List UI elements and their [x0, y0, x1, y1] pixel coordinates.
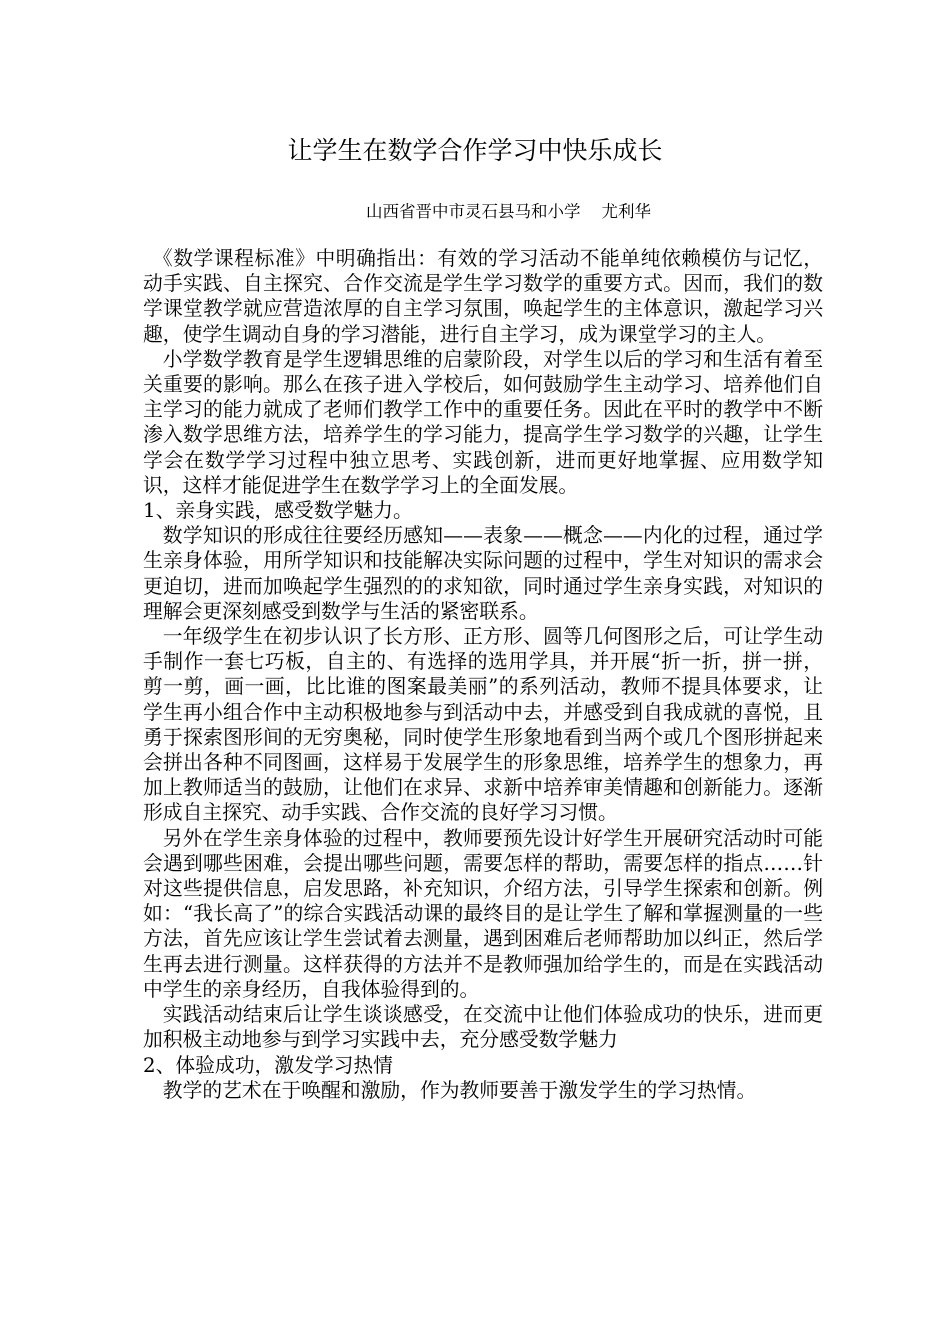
- section-1-paragraph-3: 另外在学生亲身体验的过程中，教师要预先设计好学生开展研究活动时可能会遇到哪些困难，会提出哪些问题，需要怎样的帮助，需要怎样的指点……针对这些提供信息，启发思路，补充知识，介绍方法，引导学生探索和创新。例如：“我长高了”的综合实践活动课的最终目的是让学生了解和掌握测量的一些方法，首先应该让学生尝试着去测量，遇到困难后老师帮助加以纠正，然后学生再去进行测量。这样获得的方法并不是教师强加给学生的，而是在实践活动中学生的亲身经历，自我体验得到的。: [143, 826, 823, 1001]
- section-1-heading: 1、亲身实践，感受数学魅力。: [143, 499, 413, 523]
- document-title: 让学生在数学合作学习中快乐成长: [287, 136, 663, 165]
- section-1-paragraph-1: 数学知识的形成往往要经历感知——表象——概念——内化的过程，通过学生亲身体验，用所学知识和技能解决实际问题的过程中，学生对知识的需求会更迫切，进而加唤起学生强烈的的求知欲，同时通过学生亲身实践，对知识的理解会更深刻感受到数学与生活的紧密联系。: [143, 524, 823, 623]
- intro-paragraph-2: 小学数学教育是学生逻辑思维的启蒙阶段，对学生以后的学习和生活有着至关重要的影响。那么在孩子进入学校后，如何鼓励学生主动学习、培养他们自主学习的能力就成了老师们教学工作中的重要任务。因此在平时的教学中不断渗入数学思维方法，培养学生的学习能力，提高学生学习数学的兴趣，让学生学会在数学学习过程中独立思考、实践创新，进而更好地掌握、应用数学知识，这样才能促进学生在数学学习上的全面发展。: [143, 347, 823, 497]
- section-2-paragraph-1: 教学的艺术在于唤醒和激励，作为教师要善于激发学生的学习热情。: [162, 1078, 757, 1102]
- document-body: [143, 246, 823, 1103]
- section-1-paragraph-2: 一年级学生在初步认识了长方形、正方形、圆等几何图形之后，可让学生动手制作一套七巧板，自主的、有选择的选用学具，并开展“折一折，拼一拼，剪一剪，画一画，比比谁的图案最美丽”的系列活动，教师不提具体要求，让学生再小组合作中主动积极地参与到活动中去，并感受到自我成就的喜悦，且勇于探索图形间的无穷奥秘，同时使学生形象地看到当两个或几个图形拼起来会拼出各种不同图画，这样易于发展学生的形象思维，培养学生的想象力，再加上教师适当的鼓励，让他们在求异、求新中培养审美情趣和创新能力。逐渐形成自主探究、动手实践、合作交流的良好学习习惯。: [143, 625, 823, 825]
- section-2-heading: 2、体验成功，激发学习热情: [143, 1053, 393, 1077]
- intro-paragraph-1: 《数学课程标准》中明确指出：有效的学习活动不能单纯依赖模仿与记忆，动手实践、自主探究、合作交流是学生学习数学的重要方式。因而，我们的数学课堂教学就应营造浓厚的自主学习氛围，唤起学生的主体意识，激起学习兴趣，使学生调动自身的学习潜能，进行自主学习，成为课堂学习的主人。: [143, 247, 823, 346]
- section-1-paragraph-4: 实践活动结束后让学生谈谈感受，在交流中让他们体验成功的快乐，进而更加积极主动地参与到学习实践中去，充分感受数学魅力: [143, 1003, 823, 1052]
- author-line: 山西省晋中市灵石县马和小学 尤利华: [366, 202, 651, 221]
